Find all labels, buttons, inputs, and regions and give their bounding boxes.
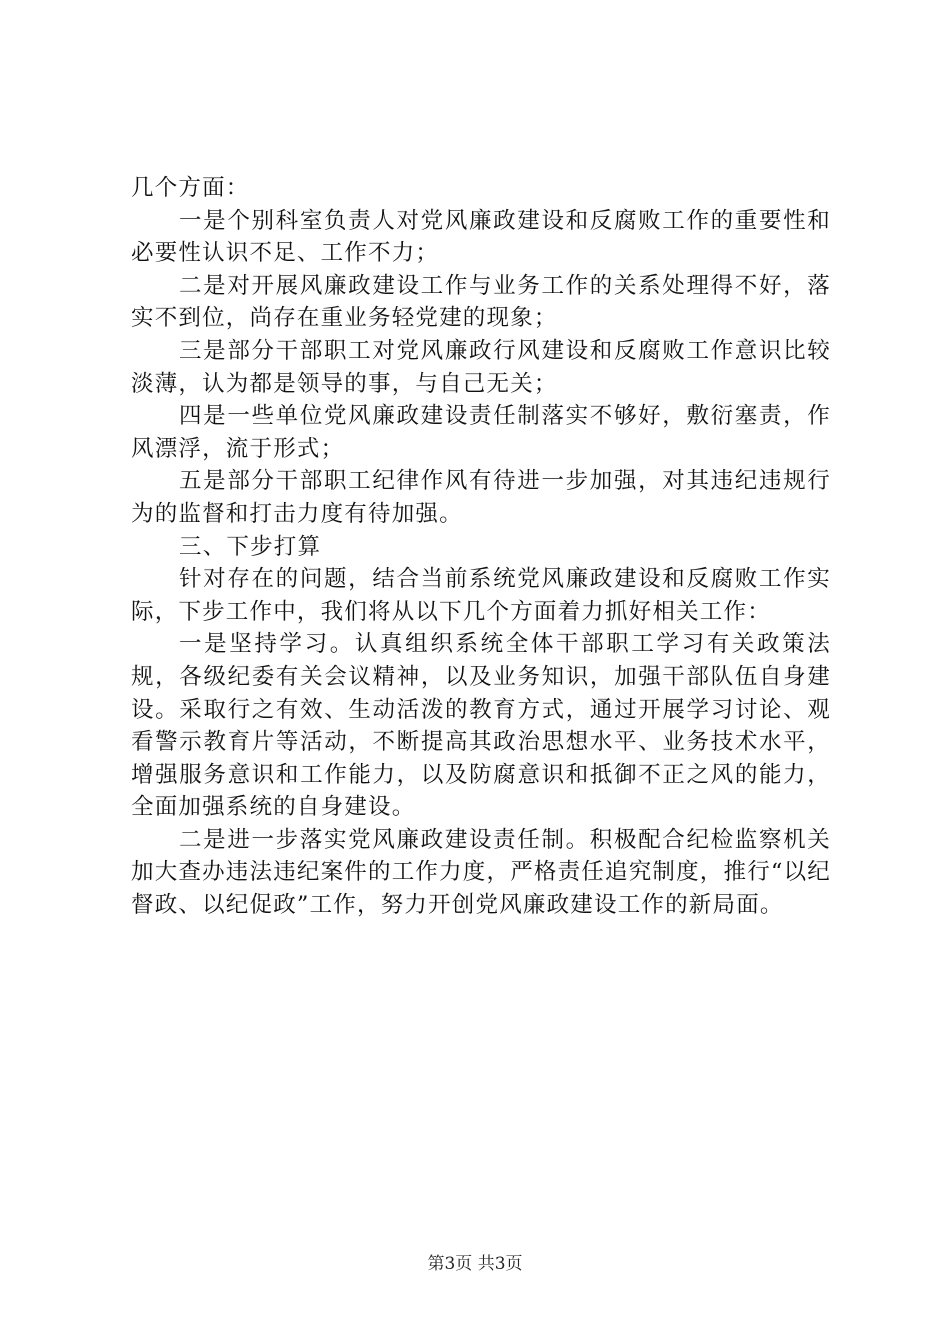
- paragraph-next-steps-intro: 针对存在的问题，结合当前系统党风廉政建设和反腐败工作实际，下步工作中，我们将从以下几个方面着力抓好相关工作：: [131, 566, 831, 625]
- paragraph-issue-5: 五是部分干部职工纪律作风有待进一步加强，对其违纪违规行为的监督和打击力度有待加强。: [131, 468, 831, 527]
- paragraph-issue-4: 四是一些单位党风廉政建设责任制落实不够好，敷衍塞责，作风漂浮，流于形式；: [131, 403, 831, 462]
- paragraph-plan-1: 一是坚持学习。认真组织系统全体干部职工学习有关政策法规，各级纪委有关会议精神，以及业务知识，加强干部队伍自身建设。采取行之有效、生动活泼的教育方式，通过开展学习讨论、观看警示教育片等活动，不断提高其政治思想水平、业务技术水平，增强服务意识和工作能力，以及防腐意识和抵御不正之风的能力，全面加强系统的自身建设。: [131, 631, 831, 821]
- document-body: [131, 172, 831, 922]
- paragraph-issue-2: 二是对开展风廉政建设工作与业务工作的关系处理得不好，落实不到位，尚存在重业务轻党建的现象；: [131, 272, 831, 332]
- paragraph-continuation: 几个方面：: [131, 175, 250, 201]
- paragraph-issue-3: 三是部分干部职工对党风廉政行风建设和反腐败工作意识比较淡薄，认为都是领导的事，与自己无关；: [131, 337, 831, 397]
- page-number-footer: 第3页 共3页: [427, 1254, 523, 1274]
- section-heading-next-steps: 三、下步打算: [179, 533, 322, 560]
- paragraph-plan-2: 二是进一步落实党风廉政建设责任制。积极配合纪检监察机关加大查办违法违纪案件的工作力度，严格责任追究制度，推行“以纪督政、以纪促政”工作，努力开创党风廉政建设工作的新局面。: [131, 826, 832, 919]
- paragraph-issue-1: 一是个别科室负责人对党风廉政建设和反腐败工作的重要性和必要性认识不足、工作不力；: [131, 207, 831, 267]
